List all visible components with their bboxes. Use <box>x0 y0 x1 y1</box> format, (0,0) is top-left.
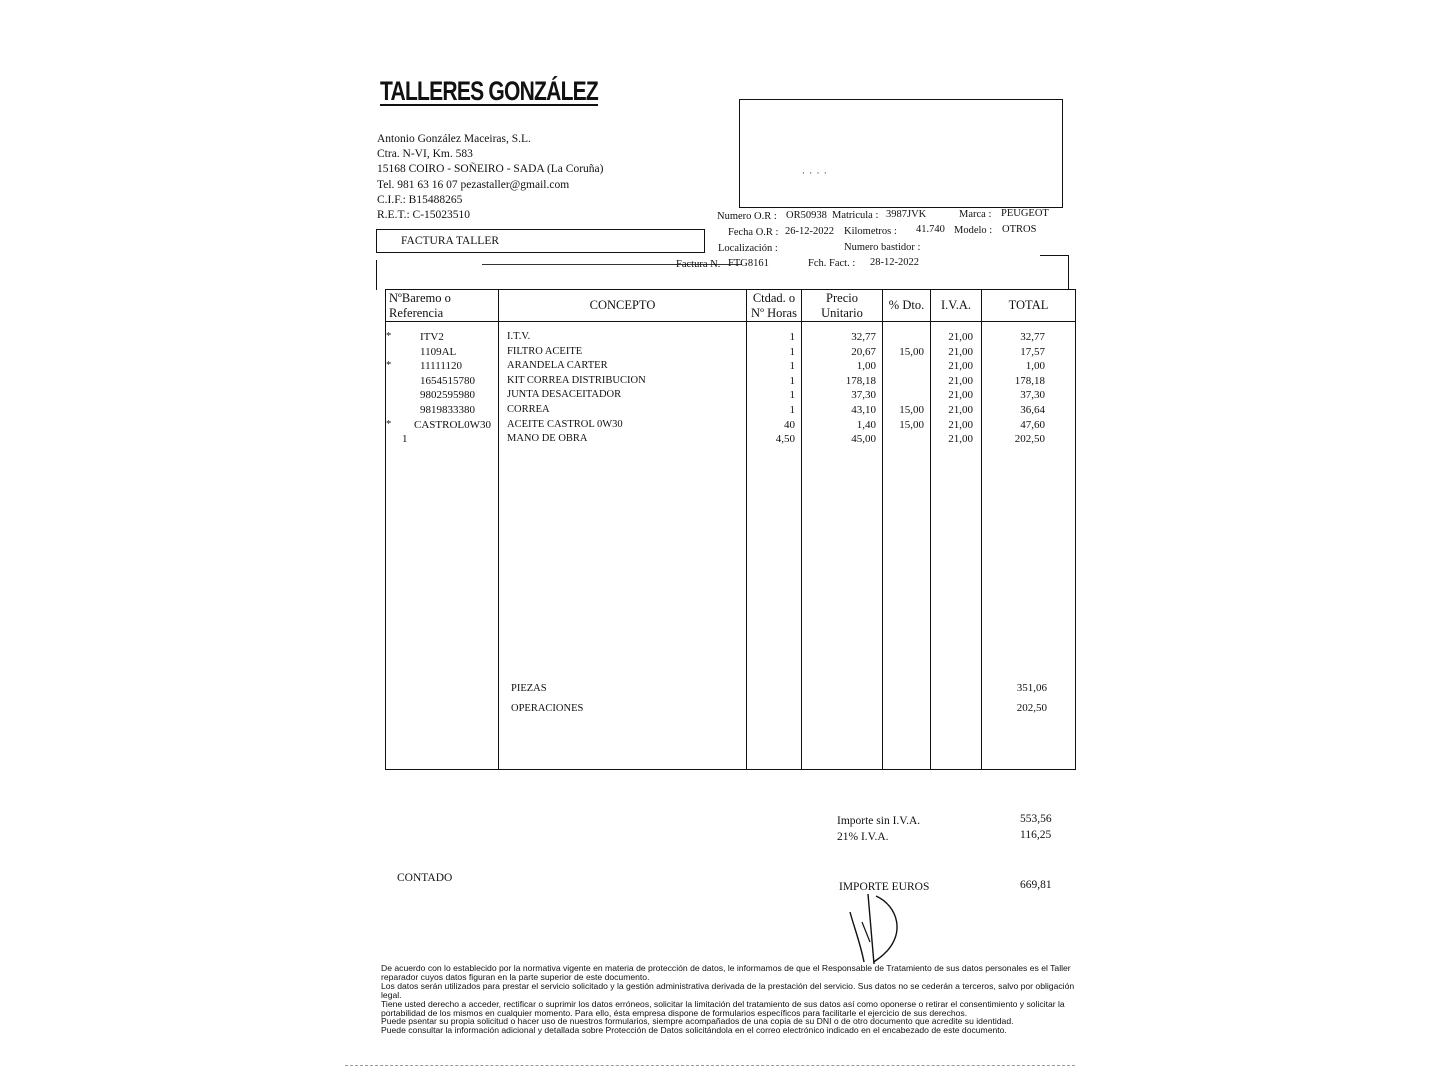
legal-paragraph: De acuerdo con lo establecido por la normativa vigente en materia de protección de datos, le informamos de que el Responsable de Tratamiento de sus datos personales es el Taller reparador cuyos datos figuran en la parte superior de este documento. <box>381 963 1071 982</box>
row-price: 1,00 <box>856 360 876 373</box>
legal-paragraph: Los datos serán utilizados para prestar el servicio solicitado y la gestión administrativa derivada de la prestación del servicio. Sus datos no se cederán a terceros, salvo por obligación legal. <box>381 980 1075 1000</box>
row-iva: 21,00 <box>948 418 973 431</box>
invoice-type: FACTURA TALLER <box>401 235 500 247</box>
summary-label: OPERACIONES <box>511 703 584 714</box>
legal-paragraph: Puede consultar la información adicional y detallada sobre Protección de Datos solicitándola en el correo electrónico indicado en el encabezado de este documento. <box>381 1025 1007 1036</box>
row-ref: 1109AL <box>420 345 457 358</box>
table-body <box>386 322 1076 770</box>
row-total: 17,57 <box>1020 345 1045 358</box>
row-dto: 15,00 <box>899 404 924 416</box>
row-ref: CASTROL0W30 <box>414 418 491 431</box>
invoice-type-box <box>376 229 705 253</box>
row-price: 178,18 <box>845 374 876 387</box>
row-qty: 1 <box>789 331 795 343</box>
row-qty: 1 <box>789 345 795 358</box>
col-total <box>982 322 1076 770</box>
row-iva: 21,00 <box>948 345 973 358</box>
row-concept: I.T.V. <box>507 331 531 342</box>
row-total: 178,18 <box>1014 374 1045 387</box>
summary-total: 351,06 <box>1016 682 1047 694</box>
header-concept: CONCEPTO <box>499 290 747 322</box>
company-address-2: 15168 COIRO - SOÑEIRO - SADA (La Coruña) <box>377 163 604 176</box>
kilometros-label: Kilometros : <box>844 226 897 237</box>
client-mark: · · · · <box>802 168 828 178</box>
header-total: TOTAL <box>982 290 1076 322</box>
summary-total: 202,50 <box>1016 702 1047 714</box>
base-label: Importe sin I.V.A. <box>837 815 921 827</box>
row-iva: 21,00 <box>948 360 973 373</box>
row-concept: MANO DE OBRA <box>507 433 588 445</box>
header-price: Precio Unitario <box>802 290 883 322</box>
row-price: 1,40 <box>856 418 876 431</box>
numero-or-value: OR50938 <box>786 210 827 221</box>
marca-value: PEUGEOT <box>1001 208 1049 219</box>
invoice-number-value: FTG8161 <box>728 258 769 269</box>
row-ref: 11111120 <box>420 360 462 373</box>
row-price: 32,77 <box>851 331 876 343</box>
row-ref: 1 <box>402 433 408 446</box>
client-box <box>739 99 1063 208</box>
row-iva: 21,00 <box>948 433 973 446</box>
modelo-label: Modelo : <box>954 225 993 236</box>
legal-paragraph: Tiene usted derecho a acceder, rectificar o suprimir los datos erróneos, solicitar la limitación del tratamiento de sus datos así como oponerse o retirar el consentimiento y solicitar la portabilidad de los mismos en cualquier momento. Para ello, ésta empresa dispone de formularios específicos para facilitarle el ejercicio de sus derechos. <box>381 998 1065 1018</box>
row-concept: FILTRO ACEITE <box>507 345 583 357</box>
row-concept: KIT CORREA DISTRIBUCION <box>507 374 646 386</box>
row-total: 36,64 <box>1020 404 1045 416</box>
row-mark: * <box>386 360 392 372</box>
row-total: 202,50 <box>1014 433 1045 446</box>
base-value: 553,56 <box>1020 813 1052 825</box>
row-qty: 4,50 <box>775 433 795 446</box>
row-concept: ACEITE CASTROL 0W30 <box>507 418 623 430</box>
col-price <box>802 322 883 770</box>
iva-label: 21% I.V.A. <box>837 831 889 843</box>
row-total: 32,77 <box>1020 331 1045 343</box>
row-price: 43,10 <box>851 404 876 416</box>
col-ref <box>386 322 499 770</box>
row-qty: 1 <box>789 389 795 402</box>
row-price: 37,30 <box>851 389 876 402</box>
page-edge <box>345 1065 1075 1066</box>
header-ref: NºBaremo o Referencia <box>386 290 499 322</box>
col-qty <box>747 322 802 770</box>
row-qty: 1 <box>789 360 795 373</box>
modelo-value: OTROS <box>1002 224 1037 235</box>
row-concept: ARANDELA CARTER <box>507 360 608 372</box>
company-ret: R.E.T.: C-15023510 <box>377 209 471 222</box>
invoice-lines-table <box>385 289 1076 770</box>
row-qty: 1 <box>789 374 795 387</box>
total-value: 669,81 <box>1020 879 1052 891</box>
company-info <box>377 132 603 223</box>
row-ref: ITV2 <box>420 331 444 343</box>
header-dto: % Dto. <box>883 290 931 322</box>
frame-left <box>376 260 378 290</box>
total-label: IMPORTE EUROS <box>839 881 930 893</box>
fecha-or-value: 26-12-2022 <box>785 226 834 237</box>
col-dto <box>883 322 931 770</box>
legal-notice <box>381 964 1081 1035</box>
col-iva <box>931 322 982 770</box>
row-iva: 21,00 <box>948 404 973 416</box>
row-ref: 9802595980 <box>420 389 475 402</box>
invoice-date-value: 28-12-2022 <box>870 257 919 268</box>
row-mark: * <box>386 418 392 430</box>
row-iva: 21,00 <box>948 389 973 402</box>
row-mark: * <box>386 331 392 342</box>
frame-top-right <box>1040 255 1068 256</box>
bastidor-label: Numero bastidor : <box>844 242 921 253</box>
row-dto: 15,00 <box>899 345 924 358</box>
row-price: 45,00 <box>851 433 876 446</box>
row-total: 1,00 <box>1025 360 1045 373</box>
marca-label: Marca : <box>959 209 992 220</box>
matricula-label: Matricula : <box>832 210 879 221</box>
summary-label: PIEZAS <box>511 683 547 694</box>
legal-paragraph: Puede psentar su propia solicitud o hacer uso de nuestros formularios, siempre acompañados de una copia de su DNI o de otro documento que acredite su identidad. <box>381 1016 1014 1027</box>
kilometros-value: 41.740 <box>916 224 945 235</box>
row-qty: 40 <box>784 418 795 431</box>
payment-method: CONTADO <box>397 872 453 884</box>
row-ref: 1654515780 <box>420 374 475 387</box>
row-concept: CORREA <box>507 404 550 415</box>
row-dto: 15,00 <box>899 418 924 431</box>
company-phone-email: Tel. 981 63 16 07 pezastaller@gmail.com <box>377 178 570 191</box>
row-total: 47,60 <box>1020 418 1045 431</box>
company-address-1: Ctra. N-VI, Km. 583 <box>377 148 473 161</box>
frame-right <box>1068 255 1070 290</box>
row-price: 20,67 <box>851 345 876 358</box>
row-iva: 21,00 <box>948 374 973 387</box>
company-name: Antonio González Maceiras, S.L. <box>377 133 531 145</box>
invoice-date-label: Fch. Fact. : <box>808 258 856 269</box>
row-ref: 9819833380 <box>420 404 475 416</box>
header-qty: Ctdad. o Nº Horas <box>747 290 802 322</box>
row-iva: 21,00 <box>948 331 973 343</box>
numero-or-label: Numero O.R : <box>717 211 777 222</box>
localizacion-label: Localización : <box>718 243 778 254</box>
row-qty: 1 <box>789 404 795 416</box>
invoice-number-label: Factura N. <box>676 259 721 270</box>
col-concept <box>499 322 747 770</box>
row-total: 37,30 <box>1020 389 1045 402</box>
company-cif: C.I.F.: B15488265 <box>377 193 463 206</box>
fecha-or-label: Fecha O.R : <box>728 227 779 238</box>
header-iva: I.V.A. <box>931 290 982 322</box>
company-logo: TALLERES GONZÁLEZ <box>380 76 599 106</box>
signature <box>840 882 920 972</box>
row-concept: JUNTA DESACEITADOR <box>507 389 622 401</box>
iva-value: 116,25 <box>1020 829 1052 841</box>
table-header <box>386 290 1076 322</box>
matricula-value: 3987JVK <box>886 209 927 220</box>
